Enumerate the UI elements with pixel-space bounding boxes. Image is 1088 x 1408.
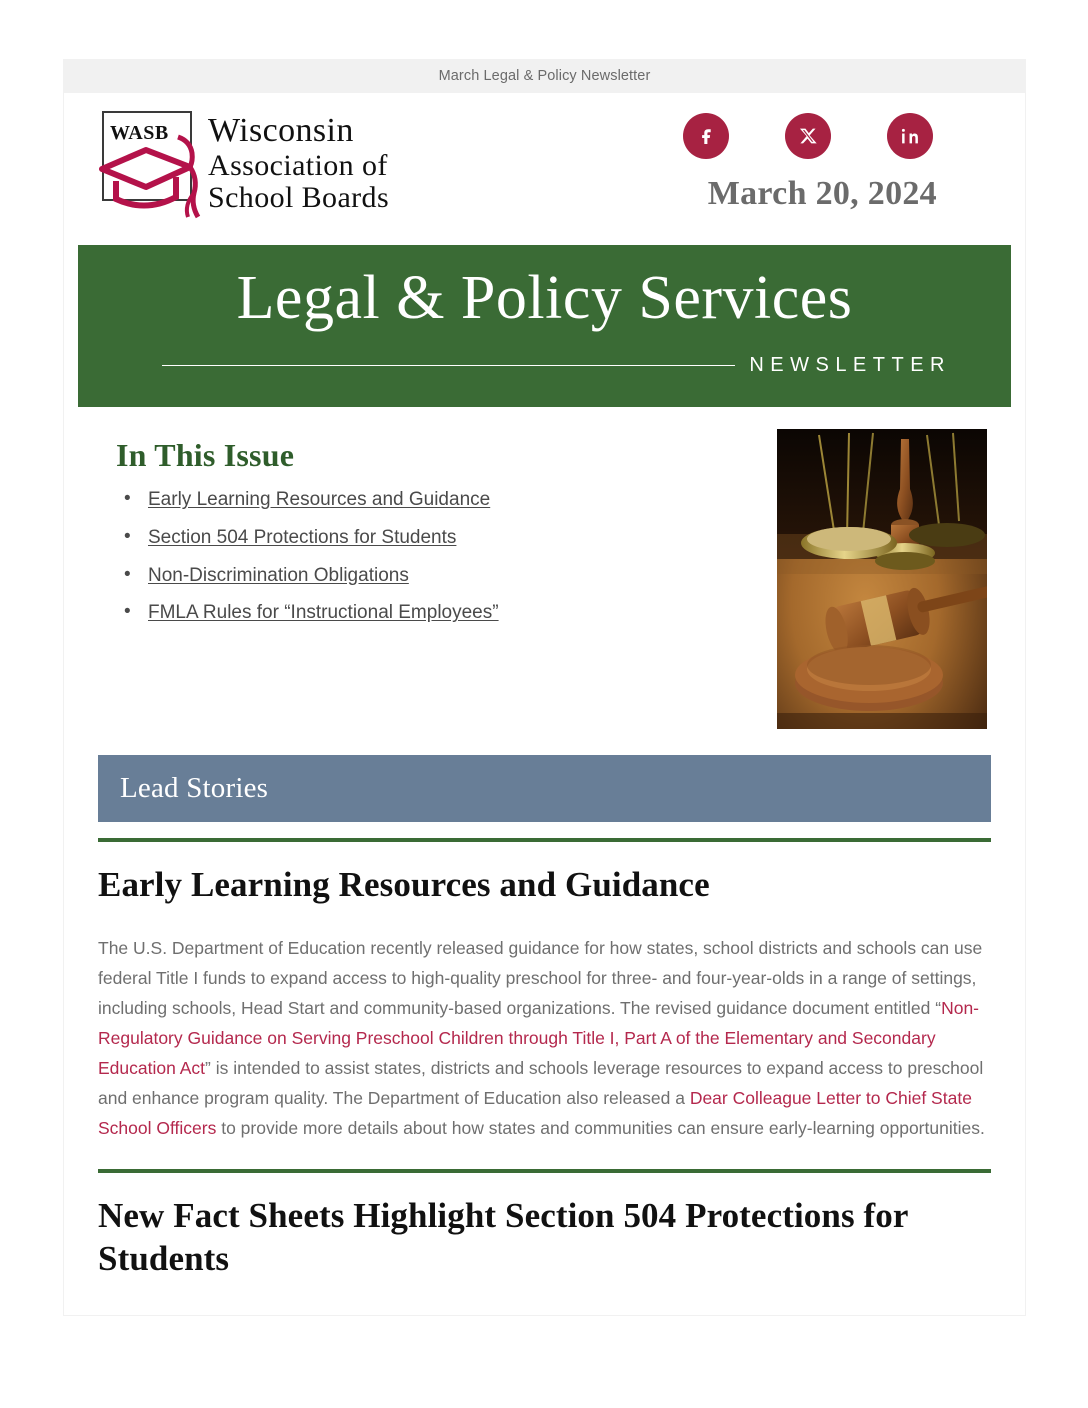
wasb-logo-line-3: School Boards [208, 181, 390, 215]
in-this-issue-heading: In This Issue [116, 437, 295, 473]
toc-link-section-504[interactable]: Section 504 Protections for Students [148, 526, 457, 548]
social-links [683, 113, 933, 159]
masthead-banner [78, 245, 1011, 407]
wasb-logo[interactable] [102, 111, 389, 215]
list-item [116, 601, 734, 625]
article-title: New Fact Sheets Highlight Section 504 Protections for Students [98, 1196, 908, 1279]
section-divider [98, 838, 991, 842]
article-link-non-regulatory-guidance[interactable]: Non-Regulatory Guidance on Serving Preschool Children through Title I, Part A of the Elementary and Secondary Education Act [98, 997, 980, 1079]
gavel-and-scales-image [777, 429, 987, 729]
toc-link-early-learning[interactable]: Early Learning Resources and Guidance [148, 489, 491, 510]
facebook-icon[interactable] [683, 113, 729, 159]
linkedin-icon[interactable] [887, 113, 933, 159]
wasb-logo-wordmark [208, 111, 389, 215]
article-link-dear-colleague-letter[interactable]: Dear Colleague Letter to Chief State School Officers [98, 1088, 972, 1139]
toc-link-non-discrimination[interactable]: Non-Discrimination Obligations [148, 564, 409, 586]
masthead-subtitle: NEWSLETTER [749, 354, 951, 376]
preheader-text: March Legal & Policy Newsletter [64, 60, 1025, 93]
article-body [98, 933, 991, 1144]
article-early-learning [64, 864, 1025, 1143]
section-divider [98, 1169, 991, 1173]
wasb-logo-line-2: Association of [208, 148, 388, 182]
x-twitter-icon[interactable] [785, 113, 831, 159]
article-paragraph-part-1: The U.S. Department of Education recently released guidance for how states, school districts and schools can use federal Title I funds to expand access to high-quality preschool for three- and four-year-olds in a range of settings, including schools, Head Start and community-based organizations. The revised guidance document entitled “ [98, 937, 983, 1018]
lead-stories-section-bar [98, 755, 991, 822]
article-paragraph-part-3: to provide more details about how states and communities can ensure early-learning opportunities. [216, 1118, 985, 1139]
in-this-issue-list [116, 488, 734, 625]
lead-stories-label: Lead Stories [120, 772, 269, 804]
list-item [116, 564, 734, 588]
masthead-subtitle-row [162, 354, 951, 377]
list-item [116, 488, 734, 512]
article-title: Early Learning Resources and Guidance [98, 865, 710, 904]
in-this-issue-content [94, 437, 734, 625]
wasb-logo-line-1: Wisconsin [208, 112, 354, 149]
wasb-logo-badge-text: WASB [110, 122, 169, 144]
newsletter-header [64, 93, 1025, 245]
masthead-title: Legal & Policy Services [236, 264, 853, 332]
list-item [116, 526, 734, 550]
article-section-504 [64, 1195, 1025, 1280]
masthead-divider-rule [162, 365, 735, 366]
email-newsletter-body [64, 60, 1025, 1315]
article-paragraph-part-2: ” is intended to assist states, districts and schools leverage resources to expand access to preschool and enhance program quality. The Department of Education also released a [98, 1058, 984, 1109]
wasb-logo-mark-icon [102, 111, 192, 201]
in-this-issue-section [64, 407, 1025, 717]
issue-date: March 20, 2024 [707, 175, 937, 212]
toc-link-fmla-rules[interactable]: FMLA Rules for “Instructional Employees” [148, 602, 499, 624]
